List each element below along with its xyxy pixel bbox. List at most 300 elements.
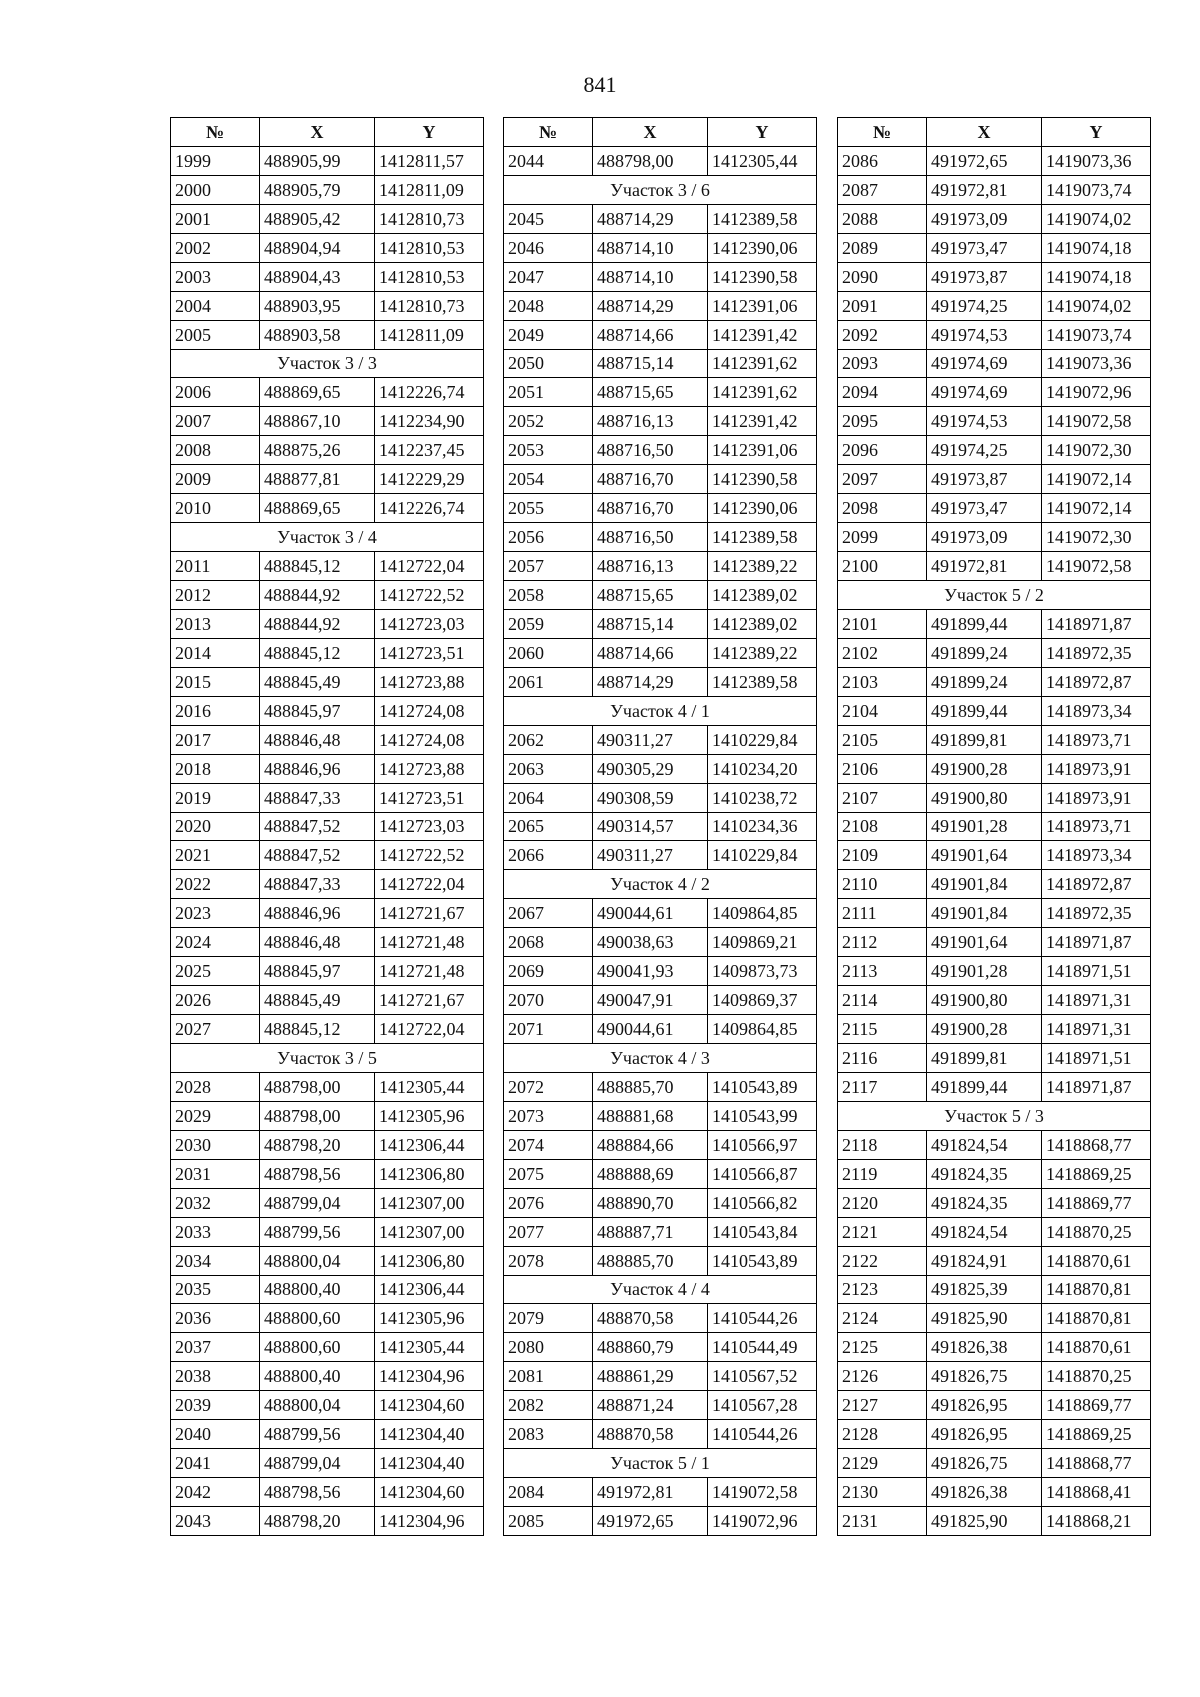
y-coordinate: 1419072,30 xyxy=(1042,436,1151,465)
point-number: 2071 xyxy=(504,1015,593,1044)
table-row xyxy=(504,1217,817,1246)
point-number: 2028 xyxy=(171,1072,260,1101)
x-coordinate: 488875,26 xyxy=(260,436,375,465)
point-number: 2039 xyxy=(171,1391,260,1420)
point-number: 2089 xyxy=(838,233,927,262)
table-row xyxy=(838,1188,1151,1217)
point-number: 2099 xyxy=(838,523,927,552)
point-number: 2054 xyxy=(504,465,593,494)
section-row xyxy=(171,349,484,378)
x-coordinate: 491974,53 xyxy=(927,320,1042,349)
y-coordinate: 1412304,40 xyxy=(375,1420,484,1449)
table-row xyxy=(171,1478,484,1507)
y-coordinate: 1418972,87 xyxy=(1042,870,1151,899)
point-number: 2083 xyxy=(504,1420,593,1449)
point-number: 2097 xyxy=(838,465,927,494)
x-coordinate: 488715,14 xyxy=(593,349,708,378)
point-number: 2059 xyxy=(504,609,593,638)
y-coordinate: 1410566,97 xyxy=(708,1130,817,1159)
x-coordinate: 488716,70 xyxy=(593,494,708,523)
y-coordinate: 1412721,67 xyxy=(375,986,484,1015)
x-coordinate: 488799,56 xyxy=(260,1420,375,1449)
x-coordinate: 491972,81 xyxy=(593,1478,708,1507)
y-coordinate: 1412237,45 xyxy=(375,436,484,465)
x-coordinate: 488846,48 xyxy=(260,725,375,754)
y-coordinate: 1419073,74 xyxy=(1042,320,1151,349)
y-coordinate: 1412390,58 xyxy=(708,262,817,291)
point-number: 2078 xyxy=(504,1246,593,1275)
header-y: Y xyxy=(375,118,484,147)
x-coordinate: 488798,00 xyxy=(260,1101,375,1130)
x-coordinate: 490038,63 xyxy=(593,928,708,957)
table-row xyxy=(838,436,1151,465)
table-row xyxy=(504,146,817,175)
table-row xyxy=(838,204,1151,233)
point-number: 2104 xyxy=(838,696,927,725)
y-coordinate: 1419072,14 xyxy=(1042,465,1151,494)
y-coordinate: 1419073,36 xyxy=(1042,349,1151,378)
table-row xyxy=(838,1044,1151,1073)
section-row xyxy=(838,581,1151,610)
coordinates-table-2 xyxy=(503,117,817,1536)
table-row xyxy=(504,1333,817,1362)
y-coordinate: 1412304,60 xyxy=(375,1478,484,1507)
point-number: 2077 xyxy=(504,1217,593,1246)
point-number: 2091 xyxy=(838,291,927,320)
x-coordinate: 491974,53 xyxy=(927,407,1042,436)
table-row xyxy=(171,1159,484,1188)
y-coordinate: 1412810,53 xyxy=(375,233,484,262)
y-coordinate: 1410234,36 xyxy=(708,812,817,841)
point-number: 2064 xyxy=(504,783,593,812)
table-row xyxy=(504,1420,817,1449)
point-number: 2033 xyxy=(171,1217,260,1246)
x-coordinate: 488800,60 xyxy=(260,1304,375,1333)
table-row xyxy=(171,899,484,928)
table-row xyxy=(838,638,1151,667)
x-coordinate: 488716,70 xyxy=(593,465,708,494)
y-coordinate: 1412305,44 xyxy=(375,1333,484,1362)
section-title: Участок 5 / 3 xyxy=(838,1101,1151,1130)
point-number: 2037 xyxy=(171,1333,260,1362)
section-title: Участок 3 / 3 xyxy=(171,349,484,378)
table-row xyxy=(504,291,817,320)
table-row xyxy=(838,320,1151,349)
x-coordinate: 491974,69 xyxy=(927,349,1042,378)
y-coordinate: 1418869,25 xyxy=(1042,1420,1151,1449)
y-coordinate: 1412307,00 xyxy=(375,1188,484,1217)
x-coordinate: 491972,65 xyxy=(927,146,1042,175)
point-number: 2109 xyxy=(838,841,927,870)
x-coordinate: 488714,66 xyxy=(593,320,708,349)
y-coordinate: 1412305,96 xyxy=(375,1304,484,1333)
x-coordinate: 488798,00 xyxy=(260,1072,375,1101)
y-coordinate: 1412307,00 xyxy=(375,1217,484,1246)
x-coordinate: 490308,59 xyxy=(593,783,708,812)
x-coordinate: 488845,12 xyxy=(260,1015,375,1044)
y-coordinate: 1419073,36 xyxy=(1042,146,1151,175)
point-number: 2053 xyxy=(504,436,593,465)
table-row xyxy=(171,1188,484,1217)
table-row xyxy=(171,638,484,667)
point-number: 2114 xyxy=(838,986,927,1015)
table-row xyxy=(171,552,484,581)
y-coordinate: 1412389,58 xyxy=(708,523,817,552)
table-row xyxy=(504,436,817,465)
table-row xyxy=(171,581,484,610)
section-row xyxy=(504,1044,817,1073)
table-row xyxy=(171,725,484,754)
y-coordinate: 1409869,21 xyxy=(708,928,817,957)
table-row xyxy=(171,696,484,725)
x-coordinate: 488905,79 xyxy=(260,175,375,204)
point-number: 2026 xyxy=(171,986,260,1015)
point-number: 2079 xyxy=(504,1304,593,1333)
x-coordinate: 488888,69 xyxy=(593,1159,708,1188)
y-coordinate: 1412390,06 xyxy=(708,233,817,262)
table-row xyxy=(504,320,817,349)
y-coordinate: 1418973,91 xyxy=(1042,754,1151,783)
table-row xyxy=(504,841,817,870)
table-row xyxy=(171,407,484,436)
y-coordinate: 1418972,87 xyxy=(1042,667,1151,696)
x-coordinate: 491972,81 xyxy=(927,552,1042,581)
point-number: 2085 xyxy=(504,1507,593,1536)
x-coordinate: 488844,92 xyxy=(260,609,375,638)
x-coordinate: 488861,29 xyxy=(593,1362,708,1391)
table-row xyxy=(838,1391,1151,1420)
table-row xyxy=(504,407,817,436)
point-number: 2072 xyxy=(504,1072,593,1101)
table-row xyxy=(838,262,1151,291)
point-number: 2094 xyxy=(838,378,927,407)
table-header-row xyxy=(504,118,817,147)
y-coordinate: 1410544,26 xyxy=(708,1304,817,1333)
table-row xyxy=(504,783,817,812)
x-coordinate: 491826,95 xyxy=(927,1420,1042,1449)
point-number: 2112 xyxy=(838,928,927,957)
x-coordinate: 488905,99 xyxy=(260,146,375,175)
table-row xyxy=(838,870,1151,899)
point-number: 2027 xyxy=(171,1015,260,1044)
point-number: 2014 xyxy=(171,638,260,667)
point-number: 2041 xyxy=(171,1449,260,1478)
table-header-row xyxy=(838,118,1151,147)
table-row xyxy=(504,581,817,610)
x-coordinate: 488716,50 xyxy=(593,436,708,465)
point-number: 2057 xyxy=(504,552,593,581)
point-number: 2111 xyxy=(838,899,927,928)
point-number: 2073 xyxy=(504,1101,593,1130)
point-number: 2086 xyxy=(838,146,927,175)
x-coordinate: 491901,28 xyxy=(927,957,1042,986)
point-number: 2012 xyxy=(171,581,260,610)
table-row xyxy=(838,291,1151,320)
x-coordinate: 488845,97 xyxy=(260,696,375,725)
x-coordinate: 488714,29 xyxy=(593,204,708,233)
y-coordinate: 1410238,72 xyxy=(708,783,817,812)
y-coordinate: 1412723,51 xyxy=(375,638,484,667)
y-coordinate: 1412306,80 xyxy=(375,1159,484,1188)
x-coordinate: 488714,66 xyxy=(593,638,708,667)
y-coordinate: 1418868,77 xyxy=(1042,1130,1151,1159)
x-coordinate: 488887,71 xyxy=(593,1217,708,1246)
y-coordinate: 1409869,37 xyxy=(708,986,817,1015)
point-number: 2031 xyxy=(171,1159,260,1188)
point-number: 2024 xyxy=(171,928,260,957)
x-coordinate: 491824,54 xyxy=(927,1130,1042,1159)
y-coordinate: 1409873,73 xyxy=(708,957,817,986)
point-number: 2050 xyxy=(504,349,593,378)
table-row xyxy=(504,899,817,928)
point-number: 2126 xyxy=(838,1362,927,1391)
x-coordinate: 488845,97 xyxy=(260,957,375,986)
point-number: 2065 xyxy=(504,812,593,841)
point-number: 2088 xyxy=(838,204,927,233)
y-coordinate: 1412722,04 xyxy=(375,870,484,899)
table-row xyxy=(504,552,817,581)
table-row xyxy=(171,870,484,899)
table-row xyxy=(838,841,1151,870)
point-number: 2032 xyxy=(171,1188,260,1217)
table-row xyxy=(504,725,817,754)
y-coordinate: 1419072,58 xyxy=(708,1478,817,1507)
y-coordinate: 1419073,74 xyxy=(1042,175,1151,204)
y-coordinate: 1412391,42 xyxy=(708,407,817,436)
header-x: X xyxy=(593,118,708,147)
y-coordinate: 1418870,25 xyxy=(1042,1362,1151,1391)
y-coordinate: 1412811,57 xyxy=(375,146,484,175)
point-number: 2113 xyxy=(838,957,927,986)
table-row xyxy=(838,1420,1151,1449)
y-coordinate: 1412722,04 xyxy=(375,552,484,581)
y-coordinate: 1419072,96 xyxy=(1042,378,1151,407)
table-row xyxy=(504,1072,817,1101)
x-coordinate: 491973,87 xyxy=(927,262,1042,291)
section-row xyxy=(171,523,484,552)
x-coordinate: 488871,24 xyxy=(593,1391,708,1420)
point-number: 2103 xyxy=(838,667,927,696)
table-row xyxy=(171,378,484,407)
table-row xyxy=(171,1275,484,1304)
x-coordinate: 491901,28 xyxy=(927,812,1042,841)
point-number: 2118 xyxy=(838,1130,927,1159)
x-coordinate: 488903,58 xyxy=(260,320,375,349)
table-row xyxy=(504,1015,817,1044)
point-number: 2096 xyxy=(838,436,927,465)
table-row xyxy=(838,1130,1151,1159)
point-number: 2015 xyxy=(171,667,260,696)
point-number: 2106 xyxy=(838,754,927,783)
x-coordinate: 488867,10 xyxy=(260,407,375,436)
y-coordinate: 1418971,87 xyxy=(1042,928,1151,957)
point-number: 2131 xyxy=(838,1507,927,1536)
table-row xyxy=(171,262,484,291)
point-number: 2005 xyxy=(171,320,260,349)
table-row xyxy=(171,320,484,349)
x-coordinate: 488847,33 xyxy=(260,783,375,812)
point-number: 2061 xyxy=(504,667,593,696)
x-coordinate: 491826,75 xyxy=(927,1449,1042,1478)
y-coordinate: 1412306,44 xyxy=(375,1275,484,1304)
point-number: 2110 xyxy=(838,870,927,899)
x-coordinate: 491899,81 xyxy=(927,1044,1042,1073)
y-coordinate: 1412391,42 xyxy=(708,320,817,349)
table-row xyxy=(171,233,484,262)
point-number: 2084 xyxy=(504,1478,593,1507)
y-coordinate: 1410543,89 xyxy=(708,1246,817,1275)
table-row xyxy=(171,494,484,523)
x-coordinate: 491824,35 xyxy=(927,1159,1042,1188)
table-row xyxy=(171,1449,484,1478)
point-number: 2036 xyxy=(171,1304,260,1333)
table-row xyxy=(838,899,1151,928)
x-coordinate: 491899,44 xyxy=(927,609,1042,638)
point-number: 2122 xyxy=(838,1246,927,1275)
y-coordinate: 1419072,58 xyxy=(1042,407,1151,436)
section-row xyxy=(504,1449,817,1478)
section-title: Участок 5 / 1 xyxy=(504,1449,817,1478)
point-number: 2119 xyxy=(838,1159,927,1188)
table-row xyxy=(171,1391,484,1420)
x-coordinate: 488716,50 xyxy=(593,523,708,552)
point-number: 2090 xyxy=(838,262,927,291)
x-coordinate: 491825,39 xyxy=(927,1275,1042,1304)
y-coordinate: 1419074,02 xyxy=(1042,291,1151,320)
x-coordinate: 491974,25 xyxy=(927,291,1042,320)
point-number: 2115 xyxy=(838,1015,927,1044)
y-coordinate: 1410234,20 xyxy=(708,754,817,783)
table-row xyxy=(504,262,817,291)
x-coordinate: 488716,13 xyxy=(593,407,708,436)
x-coordinate: 491900,28 xyxy=(927,754,1042,783)
x-coordinate: 491826,38 xyxy=(927,1333,1042,1362)
y-coordinate: 1412724,08 xyxy=(375,696,484,725)
x-coordinate: 491899,44 xyxy=(927,1072,1042,1101)
x-coordinate: 491824,35 xyxy=(927,1188,1042,1217)
x-coordinate: 490044,61 xyxy=(593,1015,708,1044)
table-row xyxy=(504,667,817,696)
x-coordinate: 491972,81 xyxy=(927,175,1042,204)
point-number: 2013 xyxy=(171,609,260,638)
point-number: 2076 xyxy=(504,1188,593,1217)
y-coordinate: 1412389,22 xyxy=(708,552,817,581)
y-coordinate: 1418868,77 xyxy=(1042,1449,1151,1478)
table-row xyxy=(504,1159,817,1188)
table-row xyxy=(171,986,484,1015)
x-coordinate: 488847,33 xyxy=(260,870,375,899)
point-number: 2121 xyxy=(838,1217,927,1246)
x-coordinate: 488845,49 xyxy=(260,986,375,1015)
x-coordinate: 491899,24 xyxy=(927,638,1042,667)
point-number: 2051 xyxy=(504,378,593,407)
point-number: 2080 xyxy=(504,1333,593,1362)
y-coordinate: 1418973,71 xyxy=(1042,725,1151,754)
x-coordinate: 488800,04 xyxy=(260,1246,375,1275)
table-row xyxy=(504,957,817,986)
x-coordinate: 488799,56 xyxy=(260,1217,375,1246)
table-row xyxy=(838,378,1151,407)
x-coordinate: 491899,24 xyxy=(927,667,1042,696)
section-title: Участок 4 / 1 xyxy=(504,696,817,725)
y-coordinate: 1419072,58 xyxy=(1042,552,1151,581)
point-number: 2074 xyxy=(504,1130,593,1159)
x-coordinate: 488881,68 xyxy=(593,1101,708,1130)
y-coordinate: 1419072,96 xyxy=(708,1507,817,1536)
point-number: 2067 xyxy=(504,899,593,928)
x-coordinate: 488860,79 xyxy=(593,1333,708,1362)
point-number: 2128 xyxy=(838,1420,927,1449)
point-number: 2016 xyxy=(171,696,260,725)
table-row xyxy=(838,1304,1151,1333)
table-row xyxy=(838,1275,1151,1304)
table-row xyxy=(838,1478,1151,1507)
section-title: Участок 3 / 5 xyxy=(171,1044,484,1073)
table-row xyxy=(838,407,1151,436)
y-coordinate: 1412721,48 xyxy=(375,957,484,986)
y-coordinate: 1412811,09 xyxy=(375,175,484,204)
x-coordinate: 491901,84 xyxy=(927,899,1042,928)
point-number: 2006 xyxy=(171,378,260,407)
y-coordinate: 1419072,30 xyxy=(1042,523,1151,552)
point-number: 2047 xyxy=(504,262,593,291)
table-row xyxy=(838,812,1151,841)
table-row xyxy=(171,957,484,986)
y-coordinate: 1412391,06 xyxy=(708,436,817,465)
y-coordinate: 1418973,91 xyxy=(1042,783,1151,812)
x-coordinate: 491899,81 xyxy=(927,725,1042,754)
x-coordinate: 491899,44 xyxy=(927,696,1042,725)
point-number: 2070 xyxy=(504,986,593,1015)
y-coordinate: 1412810,73 xyxy=(375,204,484,233)
y-coordinate: 1418972,35 xyxy=(1042,899,1151,928)
table-row xyxy=(171,146,484,175)
y-coordinate: 1419074,02 xyxy=(1042,204,1151,233)
point-number: 2020 xyxy=(171,812,260,841)
x-coordinate: 490305,29 xyxy=(593,754,708,783)
table-row xyxy=(504,812,817,841)
y-coordinate: 1410543,89 xyxy=(708,1072,817,1101)
y-coordinate: 1418971,87 xyxy=(1042,609,1151,638)
x-coordinate: 491900,80 xyxy=(927,783,1042,812)
header-x: X xyxy=(260,118,375,147)
x-coordinate: 488905,42 xyxy=(260,204,375,233)
header-number: № xyxy=(504,118,593,147)
x-coordinate: 491974,25 xyxy=(927,436,1042,465)
y-coordinate: 1410543,99 xyxy=(708,1101,817,1130)
y-coordinate: 1412306,80 xyxy=(375,1246,484,1275)
y-coordinate: 1412234,90 xyxy=(375,407,484,436)
x-coordinate: 490044,61 xyxy=(593,899,708,928)
y-coordinate: 1412389,22 xyxy=(708,638,817,667)
section-title: Участок 4 / 2 xyxy=(504,870,817,899)
table-row xyxy=(504,465,817,494)
section-title: Участок 3 / 6 xyxy=(504,175,817,204)
x-coordinate: 488714,10 xyxy=(593,233,708,262)
section-title: Участок 3 / 4 xyxy=(171,523,484,552)
y-coordinate: 1412390,58 xyxy=(708,465,817,494)
point-number: 2100 xyxy=(838,552,927,581)
point-number: 2129 xyxy=(838,1449,927,1478)
table-row xyxy=(838,465,1151,494)
point-number: 2022 xyxy=(171,870,260,899)
table-row xyxy=(504,928,817,957)
point-number: 2009 xyxy=(171,465,260,494)
y-coordinate: 1412723,03 xyxy=(375,812,484,841)
point-number: 2098 xyxy=(838,494,927,523)
point-number: 2124 xyxy=(838,1304,927,1333)
point-number: 2003 xyxy=(171,262,260,291)
